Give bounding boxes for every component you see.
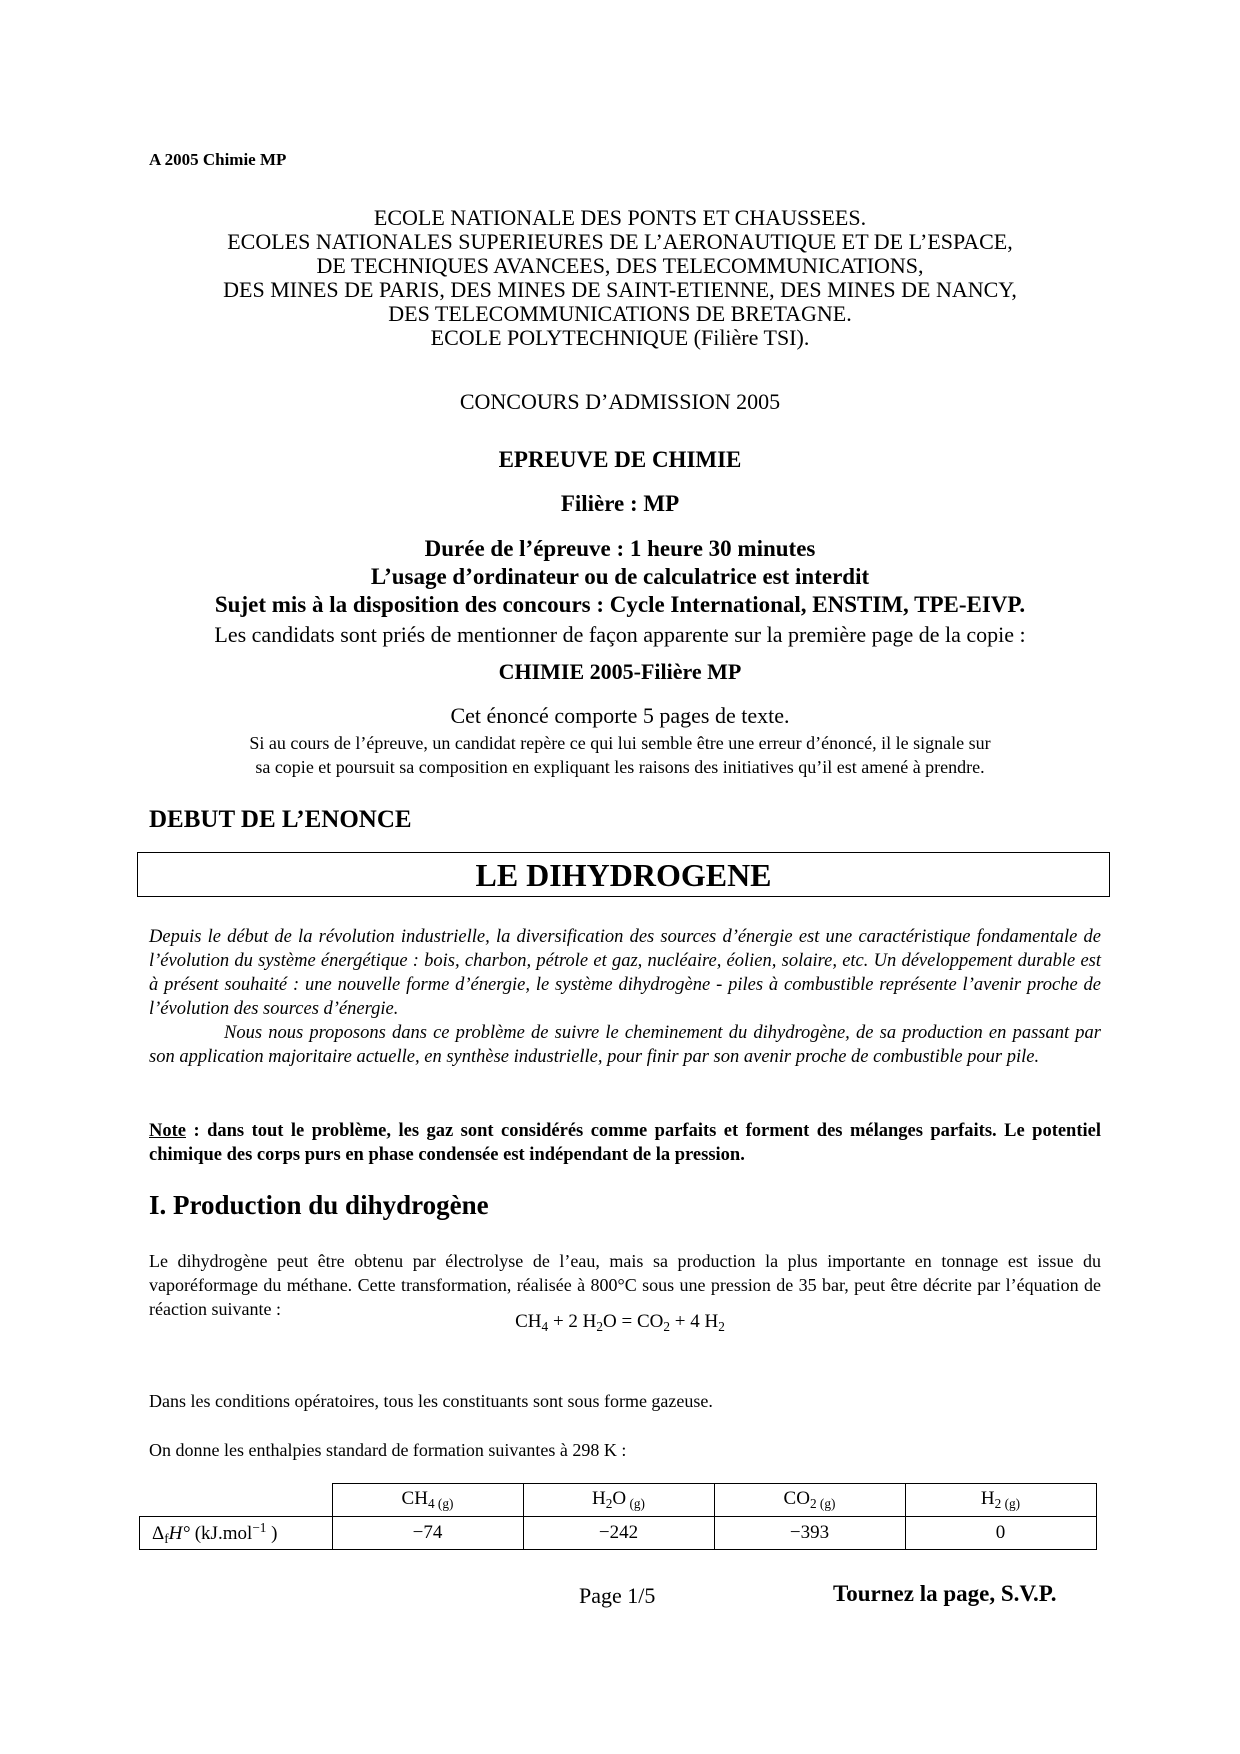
schools-block [0,206,1240,350]
epreuve-title: EPREUVE DE CHIMIE [498,447,742,472]
school-line: DES TELECOMMUNICATIONS DE BRETAGNE. [388,301,852,326]
reaction-equation [0,1311,1240,1335]
error-line: sa copie et poursuit sa composition en expliquant les raisons des initiatives qu’il est amené à prendre. [255,757,985,777]
conditions-paragraph: Dans les conditions opératoires, tous les constituants sont sous forme gazeuse. [149,1391,713,1411]
note-block [149,1119,1101,1167]
problem-title: LE DIHYDROGENE [475,857,772,893]
eq-sub: 2 [596,1319,604,1334]
table-row [140,1517,1097,1550]
eq-sub: 2 [663,1319,671,1334]
turn-page-notice: Tournez la page, S.V.P. [833,1581,1057,1606]
note-label: Note [149,1121,186,1141]
error-line: Si au cours de l’épreuve, un candidat repère ce qui lui semble être une erreur d’énoncé, il le signale sur [249,733,991,753]
data-intro-paragraph: On donne les enthalpies standard de formation suivantes à 298 K : [149,1440,627,1460]
filiere-label: Filière : MP [560,491,680,516]
intro-paragraph: Depuis le début de la révolution industrielle, la diversification des sources d’énergie est une caractéristique fondamentale de l’évolution du système énergétique : bois, charbon, pétrole et gaz, nucléaire, éolien, solaire, etc. Un développement durable est à présent souhaité : une nouvelle forme d’énergie, le système dihydrogène - piles à combustible représente l’avenir proche de l’évolution des sources d’énergie. [149,927,1101,1019]
eq-part: O = CO [603,1311,664,1332]
table-header-cell: $H_2O$ $_{(g)}$ [523,1484,714,1517]
table-cell: −393 [714,1517,905,1550]
concours-title: CONCOURS D’ADMISSION 2005 [459,389,781,414]
rule-line: Sujet mis à la disposition des concours : Cycle International, ENSTIM, TPE-EIVP. [214,592,1026,617]
pages-count: Cet énoncé comporte 5 pages de texte. [450,703,790,728]
school-line: DES MINES DE PARIS, DES MINES DE SAINT-ETIENNE, DES MINES DE NANCY, [223,277,1017,302]
table-cell: −74 [332,1517,523,1550]
intro-paragraph: Nous nous proposons dans ce problème de suivre le cheminement du dihydrogène, de sa production en passant par son application majoritaire actuelle, en synthèse industrielle, pour finir par son avenir proche de combustible pour pile. [149,1023,1101,1067]
document-code: A 2005 Chimie MP [149,150,287,169]
intro-block [149,925,1101,1069]
table-corner [140,1484,333,1517]
table-header-row [140,1484,1097,1517]
table-header-cell: $CH_4$ $_{(g)}$ [332,1484,523,1517]
page-number: Page 1/5 [579,1583,656,1608]
section-paragraph: Le dihydrogène peut être obtenu par électrolyse de l’eau, mais sa production la plus importante en tonnage est issue du vaporéformage du méthane. Cette transformation, réalisée à 800°C sous une pression de 35 bar, peut être décrite par l’équation de réaction suivante : [149,1251,1101,1319]
debut-heading: DEBUT DE L’ENONCE [149,806,412,833]
school-line: ECOLES NATIONALES SUPERIEURES DE L’AERONAUTIQUE ET DE L’ESPACE, [227,229,1013,254]
eq-sub: 4 [541,1319,549,1334]
rule-line: L’usage d’ordinateur ou de calculatrice est interdit [370,564,870,589]
eq-sub: 2 [718,1319,725,1334]
table-header-cell: $H_2$ $_{(g)}$ [905,1484,1096,1517]
note-text: : dans tout le problème, les gaz sont considérés comme parfaits et forment des mélanges parfaits. Le potentiel chimique des corps purs en phase condensée est indépendant de la pression. [149,1121,1101,1165]
school-line: ECOLE POLYTECHNIQUE (Filière TSI). [430,325,810,350]
table-row-label: $\Delta_fH^\circ$ (kJ.mol$^{-1}$ ) [140,1517,333,1550]
section-title: I. Production du dihydrogène [149,1190,489,1220]
eq-part: + 2 H [548,1311,597,1332]
eq-part: CH [515,1311,542,1332]
rule-line: Durée de l’épreuve : 1 heure 30 minutes [424,536,816,561]
table-cell: 0 [905,1517,1096,1550]
school-line: ECOLE NATIONALE DES PONTS ET CHAUSSEES. [373,205,867,230]
problem-title-box [137,852,1110,897]
enthalpy-table [139,1483,1097,1550]
eq-part: + 4 H [670,1311,719,1332]
candidats-instruction: Les candidats sont priés de mentionner de façon apparente sur la première page de la copie : [214,622,1026,647]
table-cell: −242 [523,1517,714,1550]
exam-rules [0,535,1240,619]
error-notice [0,731,1240,779]
school-line: DE TECHNIQUES AVANCEES, DES TELECOMMUNICATIONS, [316,253,924,278]
copy-code: CHIMIE 2005-Filière MP [498,659,742,684]
table-header-cell: $CO_2$ $_{(g)}$ [714,1484,905,1517]
